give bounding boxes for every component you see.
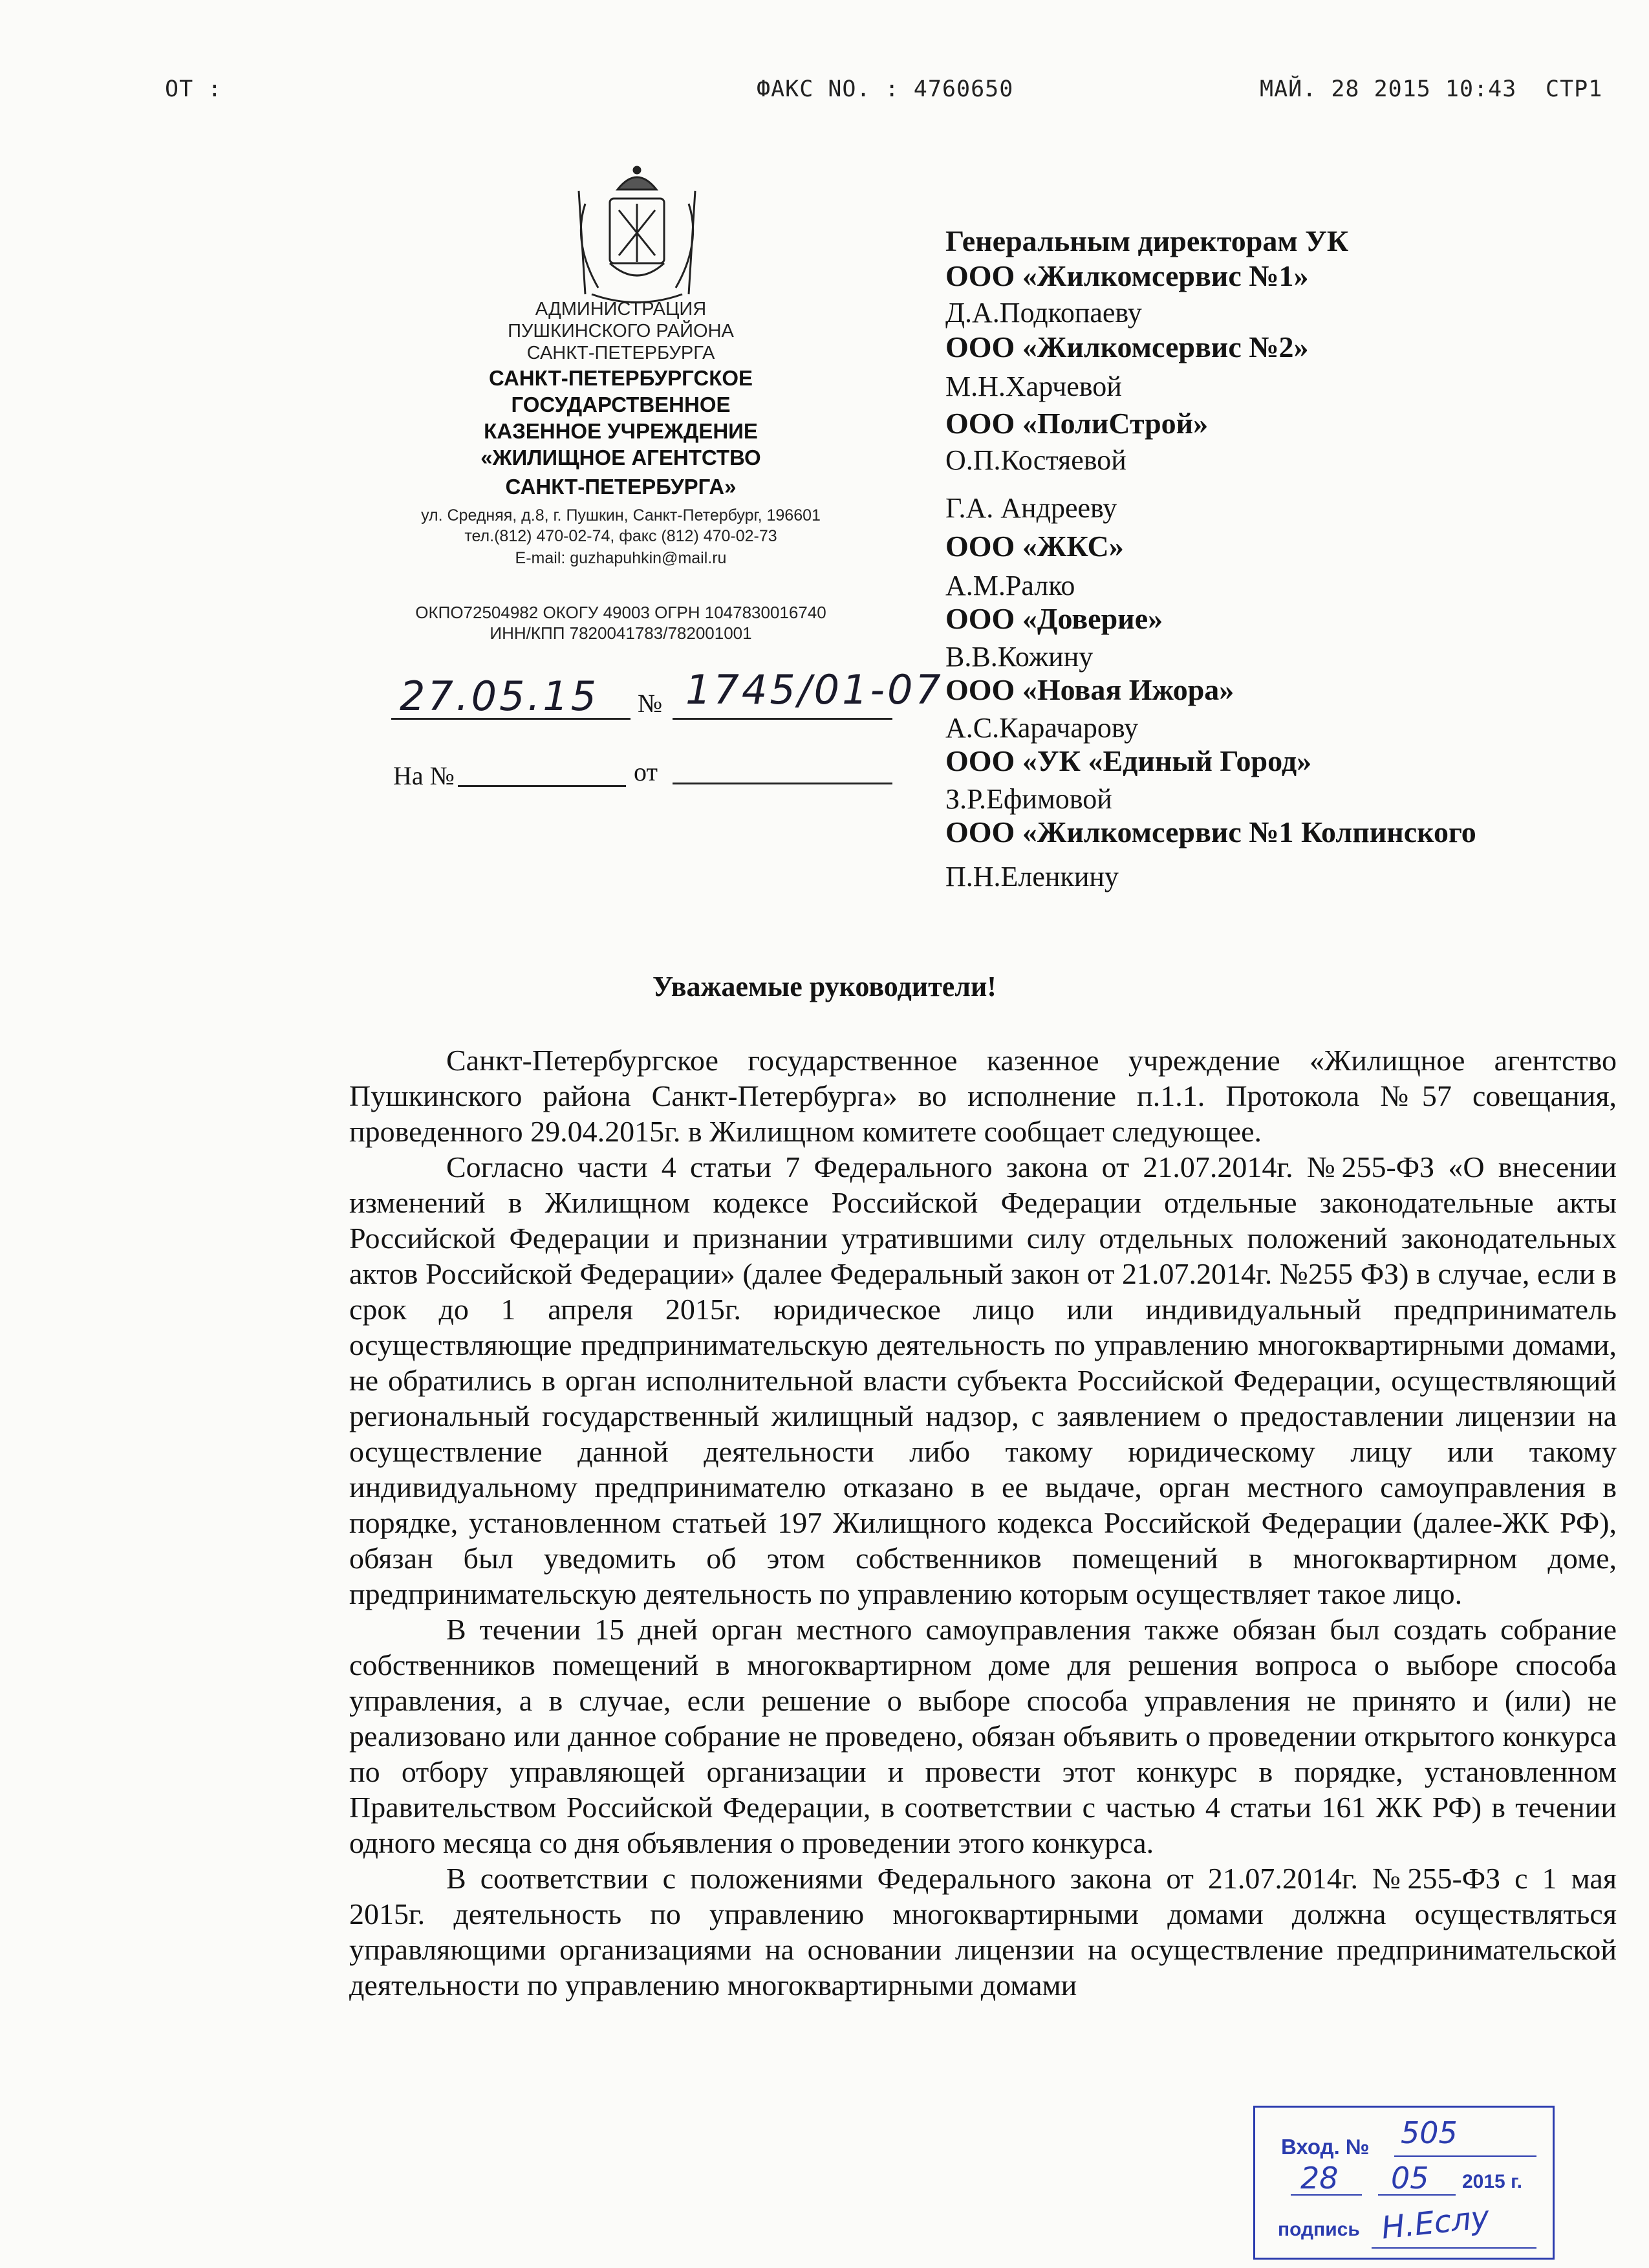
sender-line-1: АДМИНИСТРАЦИЯ [535,299,707,319]
recipient-name: В.В.Кожину [945,641,1094,673]
recipient-name: Д.А.Подкопаеву [945,297,1142,329]
stamp-month: 05 [1391,2161,1429,2196]
recipient-company: ООО «Доверие» [945,602,1163,635]
recipient-company: ООО «Новая Ижора» [945,673,1234,706]
recipient-company: ООО «Жилкомсервис №1» [945,259,1309,292]
stamp-year: 2015 г. [1462,2171,1522,2192]
paragraph-2: Согласно части 4 статьи 7 Федерального закона от 21.07.2014г. №255-ФЗ «О внесении изменений в Жилищном кодексе Российской Федерации отдельные законодательные акты Российской Федерации и признании утратившими силу отдельных положений законодательных актов Российской Федерации» (далее Федеральный закон от 21.07.2014г. №255 ФЗ) в случае, если в срок до 1 апреля 2015г. юридическое лицо или индивидуальный предприниматель осуществляющие предпринимательскую деятельность по управлению многоквартирными домами, не обратились в орган исполнительной власти субъекта Российской Федерации, осуществляющий региональный государственный жилищный надзор, с заявлением о предоставлении лицензии на осуществление данной деятельности либо такому юридическому лицу или такому индивидуальному предпринимателю отказано в ее выдаче, орган местного самоуправления в порядке, установленном статьей 197 Жилищного кодекса Российской Федерации (далее-ЖК РФ), обязан был уведомить об этом собственников помещений в многоквартирном доме, предпринимательскую деятельность по управлению которым осуществляет такое лицо. [349,1150,1617,1610]
sender-line-3: САНКТ-ПЕТЕРБУРГА [526,343,715,363]
recipient-company: ООО «ЖКС» [945,530,1124,563]
stamp-day: 28 [1300,2161,1339,2196]
reference-label: На № [393,761,455,790]
reference-from-label: от [634,757,658,786]
recipient-name: З.Р.Ефимовой [945,783,1112,815]
recipient-company: ООО «Жилкомсервис №2» [945,330,1309,363]
salutation: Уважаемые руководители! [652,971,997,1002]
recipient-company: ООО «Жилкомсервис №1 Колпинского [945,815,1476,848]
letter-body [349,1042,1617,2003]
recipient-company: ООО «УК «Единый Город» [945,744,1312,777]
sender-codes-2: ИНН/КПП 7820041783/782001001 [490,623,752,643]
recipient-name: М.Н.Харчевой [945,371,1122,402]
sender-email: E-mail: guzhapuhkin@mail.ru [515,549,727,567]
fax-from: ОТ : [165,76,222,102]
paragraph-3: В течении 15 дней орган местного самоуправления также обязан был создать собрание собственников помещений в многоквартирном доме для решения вопроса о выборе способа управления, а в случае, если решение о выборе способа управления не принято и (или) не реализовано или данное собрание не проведено, обязан объявить о проведении открытого конкурса по отбору управляющей организации и провести этот конкурс в порядке, установленном Правительством Российской Федерации, в соответствии с частью 4 статьи 161 ЖК РФ) в течении одного месяца со дня объявления о проведении этого конкурса. [349,1613,1617,1859]
recipient-name: Г.А. Андрееву [945,492,1117,524]
sender-bold-3: КАЗЕННОЕ УЧРЕЖДЕНИЕ [484,419,758,443]
recipient-name: А.М.Ралко [945,570,1075,601]
sender-phone: тел.(812) 470-02-74, факс (812) 470-02-73 [464,527,777,545]
sender-address: ул. Средняя, д.8, г. Пушкин, Санкт-Петербург, 196601 [421,506,821,524]
recipient-company: ООО «ПолиСтрой» [945,407,1209,440]
stamp-in-number: 505 [1401,2115,1458,2150]
coat-of-arms-icon [559,165,715,304]
stamp-signature: Н.Еслу [1379,2199,1491,2247]
sender-bold-5: САНКТ-ПЕТЕРБУРГА» [505,475,737,499]
fax-datetime: МАЙ. 28 2015 10:43 [1260,76,1517,102]
outgoing-date: 27.05.15 [400,673,599,720]
paragraph-1: Санкт-Петербургское государственное казенное учреждение «Жилищное агентство Пушкинского района Санкт-Петербурга» во исполнение п.1.1. Протокола №57 совещания, проведенного 29.04.2015г. в Жилищном комитете сообщает следующее. [349,1044,1617,1148]
recipient-name: А.С.Карачарову [945,712,1139,744]
recipient-name: П.Н.Еленкину [945,861,1119,892]
stamp-sign-label: подпись [1278,2219,1360,2240]
incoming-stamp [1253,2106,1555,2260]
sender-bold-1: САНКТ-ПЕТЕРБУРГСКОЕ [488,366,753,390]
sender-line-2: ПУШКИНСКОГО РАЙОНА [508,321,734,341]
stamp-in-label: Вход. № [1281,2135,1370,2159]
recipient-name: О.П.Костяевой [945,444,1126,476]
sender-bold-2: ГОСУДАРСТВЕННОЕ [511,393,731,416]
outgoing-number: 1745/01-07 [685,666,943,713]
fax-number: ФАКС NO. : 4760650 [757,76,1014,102]
sender-codes-1: ОКПО72504982 ОКОГУ 49003 ОГРН 1047830016740 [415,603,826,622]
fax-page: СТР1 [1546,76,1603,102]
paragraph-4: В соответствии с положениями Федерального закона от 21.07.2014г. №255-ФЗ с 1 мая 2015г. деятельность по управлению многоквартирными домами должна осуществляться управляющими организациями на основании лицензии на осуществление предпринимательской деятельности по управлению многоквартирными домами [349,1862,1617,2002]
sender-bold-4: «ЖИЛИЩНОЕ АГЕНТСТВО [480,446,761,470]
outgoing-no-label: № [638,689,663,718]
recipient-company: Генеральным директорам УК [945,224,1349,257]
